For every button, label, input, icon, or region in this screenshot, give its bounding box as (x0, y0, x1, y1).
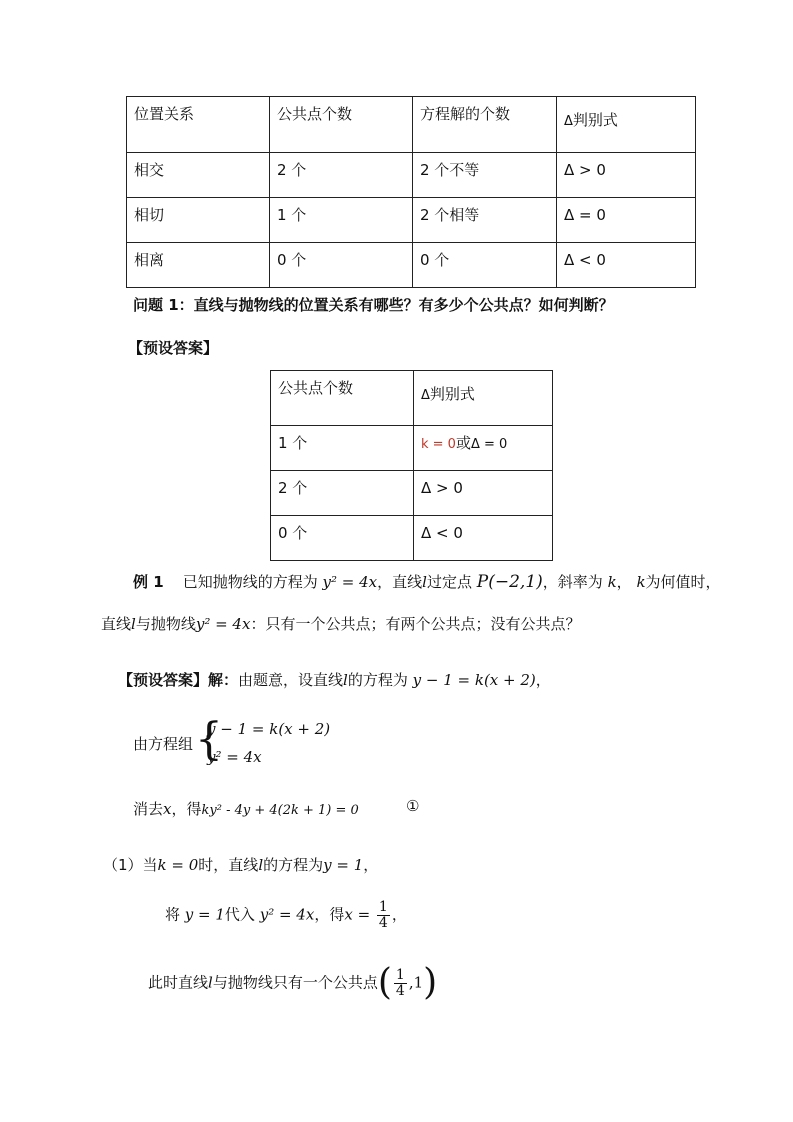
fraction-one-quarter: $\frac{1}{4}$ (378, 899, 388, 931)
table-cell: 0 个 (271, 516, 414, 561)
solution-intro: 【预设答案】解：由题意，设直线l的方程为 y − 1 = k(x + 2)， (118, 671, 551, 689)
table-cell: 相切 (127, 198, 270, 243)
table-row (127, 97, 696, 153)
table-header-cell: Δ判别式 (557, 97, 696, 153)
table-row (271, 516, 553, 561)
table-row (127, 243, 696, 288)
table-header-cell: 公共点个数 (271, 371, 414, 426)
table-cell: Δ < 0 (414, 516, 553, 561)
case-1: （1）当k = 0时，直线l的方程为y = 1， (103, 856, 379, 874)
system-brace: { (195, 714, 223, 765)
table-header-cell: Δ判别式 (414, 371, 553, 426)
table-cell: 相离 (127, 243, 270, 288)
table-cell: 2 个不等 (413, 153, 557, 198)
elimination-step: 消去x，得ky² - 4y + 4(2k + 1) = 0 (133, 800, 359, 818)
table-cell: 2 个 (270, 153, 413, 198)
system-equation-2: y² = 4x (207, 748, 262, 766)
table-cell: 0 个 (413, 243, 557, 288)
table-cell: 2 个 (271, 471, 414, 516)
table-row (127, 198, 696, 243)
table-cell: Δ < 0 (557, 243, 696, 288)
table-cell: 相交 (127, 153, 270, 198)
table-cell: Δ = 0 (557, 198, 696, 243)
preset-answer-label: 【预设答案】 (128, 339, 219, 357)
table-cell: 1 个 (271, 426, 414, 471)
question-1: 问题 1：直线与抛物线的位置关系有哪些？有多少个公共点？如何判断？ (133, 296, 614, 314)
system-equation-1: y − 1 = k(x + 2) (207, 720, 331, 738)
table-cell: k = 0或Δ = 0 (414, 426, 553, 471)
substitution-step: 将 y = 1代入 y² = 4x，得x = $\frac{1}{4}$ ， (165, 899, 407, 931)
table-cell: 1 个 (270, 198, 413, 243)
common-point-table (270, 370, 553, 561)
table-row (271, 371, 553, 426)
conclusion: 此时直线l与抛物线只有一个公共点( $\frac{1}{4}$ ,1) (148, 962, 438, 1003)
system-label: 由方程组 (133, 735, 194, 753)
table-cell: 2 个相等 (413, 198, 557, 243)
table-row (271, 426, 553, 471)
table-cell: 0 个 (270, 243, 413, 288)
table-row (271, 471, 553, 516)
fraction-one-quarter: $\frac{1}{4}$ (395, 966, 405, 999)
example-1-line-1: 例 1 已知抛物线的方程为 y² = 4x，直线l过定点 P(−2,1)，斜率为 k， k为何值时， (133, 572, 721, 592)
equation-number-1: ① (406, 797, 420, 815)
example-1-line-2: 直线l与抛物线y² = 4x：只有一个公共点；有两个公共点；没有公共点？ (101, 615, 581, 633)
table-row (127, 153, 696, 198)
table-header-cell: 公共点个数 (270, 97, 413, 153)
table-cell: Δ > 0 (414, 471, 553, 516)
position-relation-table (126, 96, 696, 288)
table-cell: Δ > 0 (557, 153, 696, 198)
table-header-cell: 方程解的个数 (413, 97, 557, 153)
table-header-cell: 位置关系 (127, 97, 270, 153)
